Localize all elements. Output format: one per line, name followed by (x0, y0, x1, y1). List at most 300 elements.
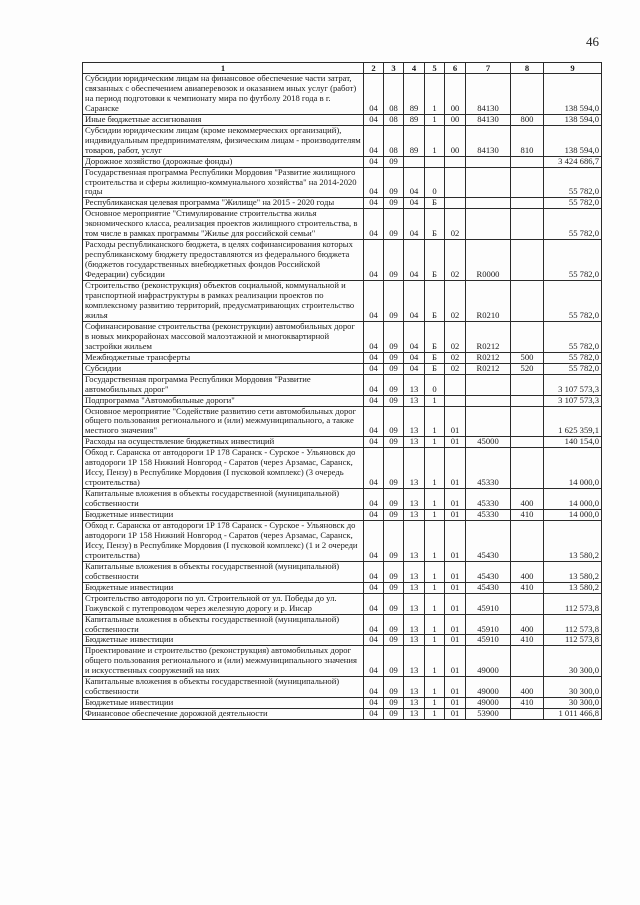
amount: 55 782,0 (544, 198, 602, 209)
subprogram-code: 1 (425, 698, 445, 709)
subsection-code: 09 (384, 510, 404, 521)
expense-code: 45430 (466, 520, 511, 561)
row-name: Капитальные вложения в объекты государственной (муниципальной) собственности (83, 614, 364, 635)
program-code: 13 (404, 698, 425, 709)
table-row (83, 198, 602, 209)
expense-code (466, 198, 511, 209)
column-header-5: 5 (425, 63, 445, 74)
amount: 55 782,0 (544, 240, 602, 281)
amount: 140 154,0 (544, 437, 602, 448)
expense-code: 45910 (466, 614, 511, 635)
expense-code: R0212 (466, 321, 511, 352)
amount: 14 000,0 (544, 510, 602, 521)
table-row (83, 74, 602, 115)
section-code: 04 (364, 74, 384, 115)
section-code: 04 (364, 374, 384, 395)
column-header-4: 4 (404, 63, 425, 74)
event-code: 01 (445, 635, 466, 646)
program-code: 13 (404, 677, 425, 698)
program-code: 04 (404, 363, 425, 374)
subprogram-code: 1 (425, 635, 445, 646)
expense-code (466, 395, 511, 406)
section-code: 04 (364, 321, 384, 352)
amount: 55 782,0 (544, 363, 602, 374)
subprogram-code: 1 (425, 395, 445, 406)
table-row (83, 448, 602, 489)
row-name: Основное мероприятие "Стимулирование строительства жилья экономического класса, реализация проектов жилищного строительства, в том числе в рамках программы "Жилье для российской семьи" (83, 209, 364, 240)
table-row (83, 489, 602, 510)
section-code: 04 (364, 677, 384, 698)
amount: 3 107 573,3 (544, 395, 602, 406)
subprogram-code: 1 (425, 510, 445, 521)
section-code: 04 (364, 352, 384, 363)
amount: 3 107 573,3 (544, 374, 602, 395)
amount: 112 573,8 (544, 593, 602, 614)
amount: 30 300,0 (544, 646, 602, 677)
amount: 30 300,0 (544, 698, 602, 709)
expense-code: 53900 (466, 709, 511, 720)
section-code: 04 (364, 614, 384, 635)
subprogram-code: 0 (425, 167, 445, 198)
subsection-code: 09 (384, 448, 404, 489)
table-row (83, 709, 602, 720)
program-code: 04 (404, 352, 425, 363)
row-name: Софинансирование строительства (реконструкции) автомобильных дорог в новых микрорайонах массовой малоэтажной и многоквартирной застройки жильем (83, 321, 364, 352)
amount: 55 782,0 (544, 167, 602, 198)
section-code: 04 (364, 489, 384, 510)
row-name: Подпрограмма "Автомобильные дороги" (83, 395, 364, 406)
program-code: 04 (404, 321, 425, 352)
row-name: Субсидии (83, 363, 364, 374)
expense-type-code (511, 646, 544, 677)
program-code: 04 (404, 167, 425, 198)
subsection-code: 09 (384, 635, 404, 646)
subprogram-code: Б (425, 198, 445, 209)
event-code: 01 (445, 709, 466, 720)
subsection-code: 09 (384, 156, 404, 167)
row-name: Бюджетные инвестиции (83, 698, 364, 709)
column-header-3: 3 (384, 63, 404, 74)
section-code: 04 (364, 582, 384, 593)
section-code: 04 (364, 167, 384, 198)
subsection-code: 09 (384, 614, 404, 635)
subsection-code: 09 (384, 395, 404, 406)
program-code: 13 (404, 489, 425, 510)
subprogram-code: 1 (425, 114, 445, 125)
amount: 13 580,2 (544, 520, 602, 561)
amount: 55 782,0 (544, 281, 602, 322)
section-code: 04 (364, 698, 384, 709)
subprogram-code: 0 (425, 374, 445, 395)
subsection-code: 09 (384, 489, 404, 510)
event-code: 01 (445, 437, 466, 448)
subsection-code: 09 (384, 374, 404, 395)
program-code: 13 (404, 395, 425, 406)
subsection-code: 09 (384, 352, 404, 363)
event-code (445, 167, 466, 198)
subprogram-code: 1 (425, 406, 445, 437)
expense-type-code: 400 (511, 489, 544, 510)
row-name: Государственная программа Республики Мордовия "Развитие автомобильных дорог" (83, 374, 364, 395)
amount: 138 594,0 (544, 114, 602, 125)
event-code: 02 (445, 281, 466, 322)
table-row (83, 614, 602, 635)
amount: 112 573,8 (544, 635, 602, 646)
table-row (83, 635, 602, 646)
event-code: 02 (445, 240, 466, 281)
expense-code (466, 406, 511, 437)
event-code (445, 374, 466, 395)
table-row (83, 646, 602, 677)
event-code: 00 (445, 74, 466, 115)
column-header-2: 2 (364, 63, 384, 74)
subprogram-code: 1 (425, 489, 445, 510)
row-name: Капитальные вложения в объекты государственной (муниципальной) собственности (83, 561, 364, 582)
row-name: Дорожное хозяйство (дорожные фонды) (83, 156, 364, 167)
expense-code (466, 209, 511, 240)
subsection-code: 08 (384, 74, 404, 115)
expense-type-code: 520 (511, 363, 544, 374)
expense-type-code (511, 448, 544, 489)
amount: 138 594,0 (544, 74, 602, 115)
expense-type-code: 410 (511, 510, 544, 521)
subprogram-code: 1 (425, 614, 445, 635)
program-code: 13 (404, 646, 425, 677)
expense-type-code: 810 (511, 125, 544, 156)
expense-type-code (511, 240, 544, 281)
subprogram-code: 1 (425, 677, 445, 698)
amount: 13 580,2 (544, 582, 602, 593)
subprogram-code: Б (425, 321, 445, 352)
table-row (83, 520, 602, 561)
section-code: 04 (364, 709, 384, 720)
expense-code: 45330 (466, 448, 511, 489)
expense-code (466, 156, 511, 167)
section-code: 04 (364, 646, 384, 677)
event-code (445, 156, 466, 167)
section-code: 04 (364, 510, 384, 521)
subprogram-code: 1 (425, 646, 445, 677)
program-code: 89 (404, 114, 425, 125)
program-code: 89 (404, 74, 425, 115)
row-name: Обход г. Саранска от автодороги 1Р 178 Саранск - Сурское - Ульяновск до автодороги 1Р 158 Нижний Новгород - Саратов (через Арзамас, Саранск, Иссу, Пензу) в Республике Мордовия (I пусковой комплекс) (3 очередь строительства) (83, 448, 364, 489)
budget-table (82, 62, 602, 720)
program-code: 13 (404, 582, 425, 593)
expense-type-code (511, 156, 544, 167)
program-code: 13 (404, 614, 425, 635)
subprogram-code: 1 (425, 561, 445, 582)
event-code: 01 (445, 520, 466, 561)
row-name: Проектирование и строительство (реконструкция) автомобильных дорог общего пользования регионального и (или) межмуниципального значения и искусственных сооружений на них (83, 646, 364, 677)
program-code: 13 (404, 561, 425, 582)
row-name: Расходы республиканского бюджета, в целях софинансирования которых республиканскому бюджету предоставляются из федерального бюджета (бюджетов государственных внебюджетных фондов Российской Федерации) субсидии (83, 240, 364, 281)
program-code: 13 (404, 593, 425, 614)
table-header-row (83, 63, 602, 74)
expense-type-code: 400 (511, 614, 544, 635)
row-name: Бюджетные инвестиции (83, 510, 364, 521)
subprogram-code (425, 156, 445, 167)
program-code: 04 (404, 209, 425, 240)
program-code: 13 (404, 510, 425, 521)
expense-type-code: 400 (511, 561, 544, 582)
amount: 3 424 686,7 (544, 156, 602, 167)
event-code: 01 (445, 561, 466, 582)
row-name: Субсидии юридическим лицам на финансовое обеспечение части затрат, связанных с обеспечением авиаперевозок и оказанием иных услуг (работ) на период подготовки к чемпионату мира по футболу 2018 года в г. Саранске (83, 74, 364, 115)
expense-code (466, 167, 511, 198)
table-row (83, 156, 602, 167)
row-name: Строительство (реконструкция) объектов социальной, коммунальной и транспортной инфраструктуры в рамках реализации проектов по комплексному развитию территорий, предусматривающих строительство жилья (83, 281, 364, 322)
expense-type-code (511, 321, 544, 352)
event-code: 01 (445, 510, 466, 521)
program-code: 89 (404, 125, 425, 156)
row-name: Капитальные вложения в объекты государственной (муниципальной) собственности (83, 489, 364, 510)
expense-type-code: 410 (511, 582, 544, 593)
program-code: 13 (404, 520, 425, 561)
amount: 30 300,0 (544, 677, 602, 698)
section-code: 04 (364, 209, 384, 240)
table-row (83, 167, 602, 198)
event-code: 02 (445, 209, 466, 240)
page-number: 46 (586, 34, 599, 49)
expense-code: R0212 (466, 352, 511, 363)
column-header-7: 7 (466, 63, 511, 74)
expense-code: 45430 (466, 561, 511, 582)
event-code: 02 (445, 352, 466, 363)
section-code: 04 (364, 395, 384, 406)
row-name: Субсидии юридическим лицам (кроме некоммерческих организаций), индивидуальным предпринимателям, физическим лицам - производителям товаров, работ, услуг (83, 125, 364, 156)
event-code: 01 (445, 593, 466, 614)
expense-code: 45330 (466, 489, 511, 510)
table-row (83, 363, 602, 374)
expense-code: R0210 (466, 281, 511, 322)
expense-code: 45330 (466, 510, 511, 521)
row-name: Государственная программа Республики Мордовия "Развитие жилищного строительства и сферы жилищно-коммунального хозяйства" на 2014-2020 годы (83, 167, 364, 198)
subprogram-code: 1 (425, 74, 445, 115)
subsection-code: 09 (384, 646, 404, 677)
expense-code: 45000 (466, 437, 511, 448)
expense-code: 49000 (466, 646, 511, 677)
table-row (83, 582, 602, 593)
subprogram-code: Б (425, 352, 445, 363)
program-code: 13 (404, 635, 425, 646)
expense-type-code (511, 406, 544, 437)
table-row (83, 374, 602, 395)
expense-type-code: 410 (511, 635, 544, 646)
section-code: 04 (364, 561, 384, 582)
expense-type-code: 400 (511, 677, 544, 698)
table-row (83, 209, 602, 240)
program-code: 13 (404, 709, 425, 720)
program-code: 04 (404, 198, 425, 209)
column-header-6: 6 (445, 63, 466, 74)
subprogram-code: 1 (425, 125, 445, 156)
amount: 112 573,8 (544, 614, 602, 635)
expense-type-code (511, 395, 544, 406)
row-name: Межбюджетные трансферты (83, 352, 364, 363)
section-code: 04 (364, 198, 384, 209)
column-header-9: 9 (544, 63, 602, 74)
subprogram-code: 1 (425, 593, 445, 614)
subsection-code: 09 (384, 198, 404, 209)
row-name: Расходы на осуществление бюджетных инвестиций (83, 437, 364, 448)
expense-code: 84130 (466, 74, 511, 115)
program-code: 13 (404, 374, 425, 395)
expense-code: R0212 (466, 363, 511, 374)
subprogram-code: 1 (425, 582, 445, 593)
row-name: Обход г. Саранска от автодороги 1Р 178 Саранск - Сурское - Ульяновск до автодороги 1Р 158 Нижний Новгород - Саратов (через Арзамас, Саранск, Иссу, Пензу) в Республике Мордовия (I пусковой комплекс) (1 и 2 очереди строительства) (83, 520, 364, 561)
program-code (404, 156, 425, 167)
table-row (83, 593, 602, 614)
expense-code: 45910 (466, 593, 511, 614)
section-code: 04 (364, 363, 384, 374)
event-code: 01 (445, 582, 466, 593)
amount: 138 594,0 (544, 125, 602, 156)
table-row (83, 406, 602, 437)
expense-code: 49000 (466, 698, 511, 709)
amount: 55 782,0 (544, 352, 602, 363)
row-name: Бюджетные инвестиции (83, 635, 364, 646)
expense-type-code (511, 593, 544, 614)
row-name: Финансовое обеспечение дорожной деятельности (83, 709, 364, 720)
program-code: 04 (404, 240, 425, 281)
subsection-code: 09 (384, 281, 404, 322)
subsection-code: 09 (384, 677, 404, 698)
program-code: 04 (404, 281, 425, 322)
expense-type-code (511, 167, 544, 198)
subsection-code: 09 (384, 520, 404, 561)
expense-type-code (511, 209, 544, 240)
section-code: 04 (364, 635, 384, 646)
subsection-code: 09 (384, 698, 404, 709)
row-name: Иные бюджетные ассигнования (83, 114, 364, 125)
table-row (83, 321, 602, 352)
subprogram-code: Б (425, 281, 445, 322)
subprogram-code: 1 (425, 709, 445, 720)
expense-type-code (511, 520, 544, 561)
subsection-code: 09 (384, 321, 404, 352)
event-code: 01 (445, 406, 466, 437)
expense-code (466, 374, 511, 395)
column-header-1: 1 (83, 63, 364, 74)
subsection-code: 09 (384, 209, 404, 240)
subsection-code: 09 (384, 406, 404, 437)
expense-type-code (511, 198, 544, 209)
subsection-code: 09 (384, 582, 404, 593)
table-row (83, 125, 602, 156)
subprogram-code: 1 (425, 437, 445, 448)
subsection-code: 09 (384, 593, 404, 614)
event-code: 02 (445, 321, 466, 352)
table-row (83, 240, 602, 281)
subsection-code: 09 (384, 363, 404, 374)
amount: 55 782,0 (544, 209, 602, 240)
table-row (83, 677, 602, 698)
expense-type-code (511, 709, 544, 720)
section-code: 04 (364, 437, 384, 448)
section-code: 04 (364, 125, 384, 156)
event-code (445, 198, 466, 209)
section-code: 04 (364, 593, 384, 614)
section-code: 04 (364, 240, 384, 281)
expense-type-code: 500 (511, 352, 544, 363)
amount: 1 011 466,8 (544, 709, 602, 720)
section-code: 04 (364, 156, 384, 167)
subsection-code: 09 (384, 240, 404, 281)
table-row (83, 437, 602, 448)
event-code: 00 (445, 114, 466, 125)
row-name: Республиканская целевая программа "Жилище" на 2015 - 2020 годы (83, 198, 364, 209)
table-row (83, 281, 602, 322)
table-row (83, 510, 602, 521)
column-header-8: 8 (511, 63, 544, 74)
event-code: 01 (445, 614, 466, 635)
amount: 55 782,0 (544, 321, 602, 352)
table-row (83, 352, 602, 363)
subsection-code: 08 (384, 125, 404, 156)
amount: 14 000,0 (544, 489, 602, 510)
program-code: 13 (404, 406, 425, 437)
event-code: 02 (445, 363, 466, 374)
row-name: Основное мероприятие "Содействие развитию сети автомобильных дорог общего пользования регионального и (или) межмуниципального, а также местного значения" (83, 406, 364, 437)
event-code (445, 395, 466, 406)
subsection-code: 09 (384, 561, 404, 582)
expense-type-code (511, 281, 544, 322)
expense-code: 84130 (466, 125, 511, 156)
program-code: 13 (404, 437, 425, 448)
event-code: 01 (445, 677, 466, 698)
section-code: 04 (364, 406, 384, 437)
expense-type-code (511, 74, 544, 115)
section-code: 04 (364, 448, 384, 489)
table-row (83, 114, 602, 125)
expense-code: 49000 (466, 677, 511, 698)
program-code: 13 (404, 448, 425, 489)
table-row (83, 698, 602, 709)
event-code: 01 (445, 646, 466, 677)
subprogram-code: Б (425, 240, 445, 281)
expense-code: 45430 (466, 582, 511, 593)
expense-type-code (511, 437, 544, 448)
event-code: 01 (445, 698, 466, 709)
expense-code: 84130 (466, 114, 511, 125)
event-code: 01 (445, 448, 466, 489)
expense-code: 45910 (466, 635, 511, 646)
table-row (83, 395, 602, 406)
event-code: 00 (445, 125, 466, 156)
table-body (83, 74, 602, 720)
subprogram-code: Б (425, 363, 445, 374)
section-code: 04 (364, 520, 384, 561)
amount: 13 580,2 (544, 561, 602, 582)
section-code: 04 (364, 281, 384, 322)
row-name: Бюджетные инвестиции (83, 582, 364, 593)
expense-type-code (511, 374, 544, 395)
subprogram-code: 1 (425, 448, 445, 489)
expense-type-code: 410 (511, 698, 544, 709)
event-code: 01 (445, 489, 466, 510)
expense-type-code: 800 (511, 114, 544, 125)
expense-code: R0000 (466, 240, 511, 281)
table-row (83, 561, 602, 582)
amount: 1 625 359,1 (544, 406, 602, 437)
row-name: Капитальные вложения в объекты государственной (муниципальной) собственности (83, 677, 364, 698)
subsection-code: 09 (384, 167, 404, 198)
section-code: 04 (364, 114, 384, 125)
row-name: Строительство автодороги по ул. Строительной от ул. Победы до ул. Гожувской с путепроводом через железную дорогу и р. Инсар (83, 593, 364, 614)
amount: 14 000,0 (544, 448, 602, 489)
subprogram-code: 1 (425, 520, 445, 561)
subsection-code: 09 (384, 709, 404, 720)
